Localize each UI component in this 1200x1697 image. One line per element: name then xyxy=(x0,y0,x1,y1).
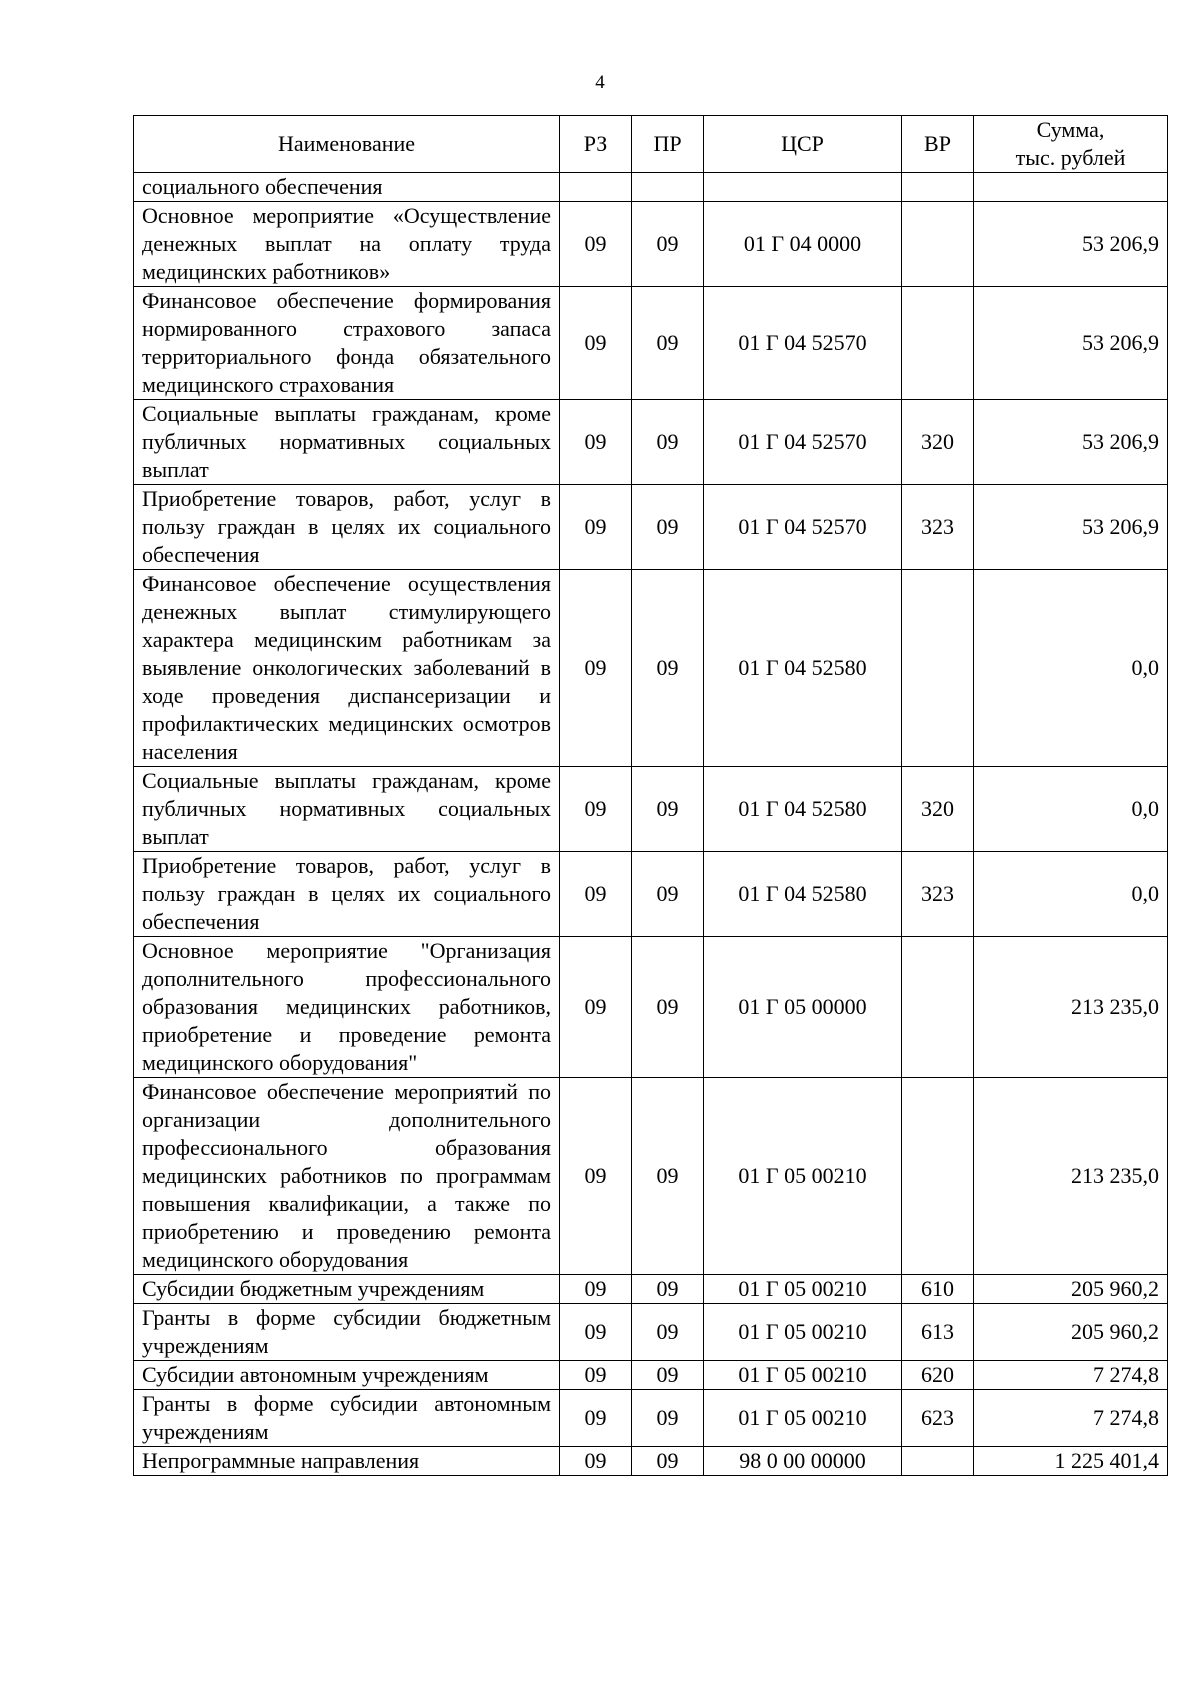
row-rz-cell: 09 xyxy=(560,202,632,287)
header-vr: ВР xyxy=(902,116,974,173)
table-row xyxy=(134,202,1168,287)
row-csr-cell xyxy=(704,173,902,202)
page-number: 4 xyxy=(595,72,605,93)
row-sum-cell: 7 274,8 xyxy=(974,1361,1168,1390)
row-csr-cell: 01 Г 04 52580 xyxy=(704,767,902,852)
row-name-cell: Гранты в форме субсидии автономным учреждениям xyxy=(134,1390,560,1447)
row-rz-cell: 09 xyxy=(560,1361,632,1390)
row-pr-cell: 09 xyxy=(632,852,704,937)
row-pr-cell: 09 xyxy=(632,287,704,400)
row-pr-cell: 09 xyxy=(632,1304,704,1361)
table-row xyxy=(134,485,1168,570)
table-row xyxy=(134,1078,1168,1275)
row-name-cell: Основное мероприятие "Организация дополнительного профессионального образования медицинских работников, приобретение и проведение ремонта медицинского оборудования" xyxy=(134,937,560,1078)
row-pr-cell: 09 xyxy=(632,1078,704,1275)
row-sum-cell: 0,0 xyxy=(974,570,1168,767)
row-pr-cell: 09 xyxy=(632,570,704,767)
row-pr-cell: 09 xyxy=(632,1275,704,1304)
row-rz-cell: 09 xyxy=(560,852,632,937)
table-row xyxy=(134,1275,1168,1304)
row-sum-cell: 1 225 401,4 xyxy=(974,1447,1168,1476)
row-name-cell: социального обеспечения xyxy=(134,173,560,202)
table-row xyxy=(134,852,1168,937)
row-csr-cell: 01 Г 04 0000 xyxy=(704,202,902,287)
row-name-cell: Приобретение товаров, работ, услуг в пользу граждан в целях их социального обеспечения xyxy=(134,485,560,570)
row-name-cell: Социальные выплаты гражданам, кроме публичных нормативных социальных выплат xyxy=(134,767,560,852)
row-rz-cell: 09 xyxy=(560,287,632,400)
row-rz-cell: 09 xyxy=(560,400,632,485)
row-pr-cell: 09 xyxy=(632,400,704,485)
table-row xyxy=(134,400,1168,485)
row-csr-cell: 01 Г 04 52570 xyxy=(704,485,902,570)
header-sum xyxy=(974,116,1168,173)
table-row xyxy=(134,1447,1168,1476)
row-vr-cell: 323 xyxy=(902,852,974,937)
row-vr-cell xyxy=(902,173,974,202)
row-sum-cell: 0,0 xyxy=(974,767,1168,852)
row-csr-cell: 01 Г 04 52570 xyxy=(704,400,902,485)
row-name-cell: Финансовое обеспечение формирования нормированного страхового запаса территориального фонда обязательного медицинского страхования xyxy=(134,287,560,400)
row-sum-cell xyxy=(974,173,1168,202)
row-sum-cell: 205 960,2 xyxy=(974,1275,1168,1304)
row-rz-cell: 09 xyxy=(560,1447,632,1476)
row-pr-cell: 09 xyxy=(632,1361,704,1390)
table-row xyxy=(134,1304,1168,1361)
row-vr-cell xyxy=(902,1078,974,1275)
row-csr-cell: 01 Г 05 00210 xyxy=(704,1275,902,1304)
row-name-cell: Приобретение товаров, работ, услуг в пользу граждан в целях их социального обеспечения xyxy=(134,852,560,937)
row-rz-cell: 09 xyxy=(560,1304,632,1361)
table-header-row xyxy=(134,116,1168,173)
table-row xyxy=(134,287,1168,400)
row-vr-cell: 620 xyxy=(902,1361,974,1390)
row-csr-cell: 98 0 00 00000 xyxy=(704,1447,902,1476)
row-pr-cell xyxy=(632,173,704,202)
row-name-cell: Финансовое обеспечение мероприятий по организации дополнительного профессионального образования медицинских работников по программам повышения квалификации, а также по приобретению и проведению ремонта медицинского оборудования xyxy=(134,1078,560,1275)
row-name-cell: Непрограммные направления xyxy=(134,1447,560,1476)
row-sum-cell: 53 206,9 xyxy=(974,202,1168,287)
header-sum-line2: тыс. рублей xyxy=(1015,145,1126,170)
row-vr-cell xyxy=(902,1447,974,1476)
budget-table xyxy=(133,115,1168,1476)
row-csr-cell: 01 Г 05 00210 xyxy=(704,1390,902,1447)
row-sum-cell: 0,0 xyxy=(974,852,1168,937)
row-sum-cell: 205 960,2 xyxy=(974,1304,1168,1361)
row-vr-cell: 623 xyxy=(902,1390,974,1447)
row-name-cell: Социальные выплаты гражданам, кроме публичных нормативных социальных выплат xyxy=(134,400,560,485)
row-sum-cell: 213 235,0 xyxy=(974,1078,1168,1275)
header-pr: ПР xyxy=(632,116,704,173)
header-sum-line1: Сумма, xyxy=(1036,117,1105,142)
table-row xyxy=(134,570,1168,767)
row-name-cell: Финансовое обеспечение осуществления денежных выплат стимулирующего характера медицинским работникам за выявление онкологических заболеваний в ходе проведения диспансеризации и профилактических медицинских осмотров населения xyxy=(134,570,560,767)
row-vr-cell: 320 xyxy=(902,400,974,485)
row-sum-cell: 53 206,9 xyxy=(974,287,1168,400)
row-vr-cell xyxy=(902,570,974,767)
row-rz-cell: 09 xyxy=(560,1390,632,1447)
row-rz-cell: 09 xyxy=(560,1275,632,1304)
row-rz-cell: 09 xyxy=(560,937,632,1078)
row-csr-cell: 01 Г 04 52570 xyxy=(704,287,902,400)
row-name-cell: Субсидии автономным учреждениям xyxy=(134,1361,560,1390)
table-row xyxy=(134,937,1168,1078)
row-pr-cell: 09 xyxy=(632,767,704,852)
row-name-cell: Основное мероприятие «Осуществление денежных выплат на оплату труда медицинских работников» xyxy=(134,202,560,287)
row-vr-cell xyxy=(902,937,974,1078)
row-csr-cell: 01 Г 04 52580 xyxy=(704,852,902,937)
row-vr-cell xyxy=(902,287,974,400)
row-rz-cell: 09 xyxy=(560,485,632,570)
header-csr: ЦСР xyxy=(704,116,902,173)
row-vr-cell: 613 xyxy=(902,1304,974,1361)
row-pr-cell: 09 xyxy=(632,485,704,570)
table-row xyxy=(134,1390,1168,1447)
row-sum-cell: 53 206,9 xyxy=(974,485,1168,570)
row-pr-cell: 09 xyxy=(632,937,704,1078)
row-rz-cell: 09 xyxy=(560,1078,632,1275)
row-name-cell: Гранты в форме субсидии бюджетным учреждениям xyxy=(134,1304,560,1361)
row-csr-cell: 01 Г 05 00210 xyxy=(704,1304,902,1361)
row-rz-cell xyxy=(560,173,632,202)
header-rz: РЗ xyxy=(560,116,632,173)
row-name-cell: Субсидии бюджетным учреждениям xyxy=(134,1275,560,1304)
table-row xyxy=(134,767,1168,852)
row-sum-cell: 53 206,9 xyxy=(974,400,1168,485)
row-pr-cell: 09 xyxy=(632,1447,704,1476)
row-rz-cell: 09 xyxy=(560,767,632,852)
row-vr-cell xyxy=(902,202,974,287)
row-vr-cell: 320 xyxy=(902,767,974,852)
header-name: Наименование xyxy=(134,116,560,173)
row-sum-cell: 213 235,0 xyxy=(974,937,1168,1078)
row-csr-cell: 01 Г 05 00210 xyxy=(704,1078,902,1275)
table-row xyxy=(134,1361,1168,1390)
row-rz-cell: 09 xyxy=(560,570,632,767)
row-pr-cell: 09 xyxy=(632,202,704,287)
row-vr-cell: 610 xyxy=(902,1275,974,1304)
row-pr-cell: 09 xyxy=(632,1390,704,1447)
row-sum-cell: 7 274,8 xyxy=(974,1390,1168,1447)
row-csr-cell: 01 Г 05 00210 xyxy=(704,1361,902,1390)
row-csr-cell: 01 Г 04 52580 xyxy=(704,570,902,767)
row-vr-cell: 323 xyxy=(902,485,974,570)
table-row xyxy=(134,173,1168,202)
table-body xyxy=(134,173,1168,1476)
row-csr-cell: 01 Г 05 00000 xyxy=(704,937,902,1078)
